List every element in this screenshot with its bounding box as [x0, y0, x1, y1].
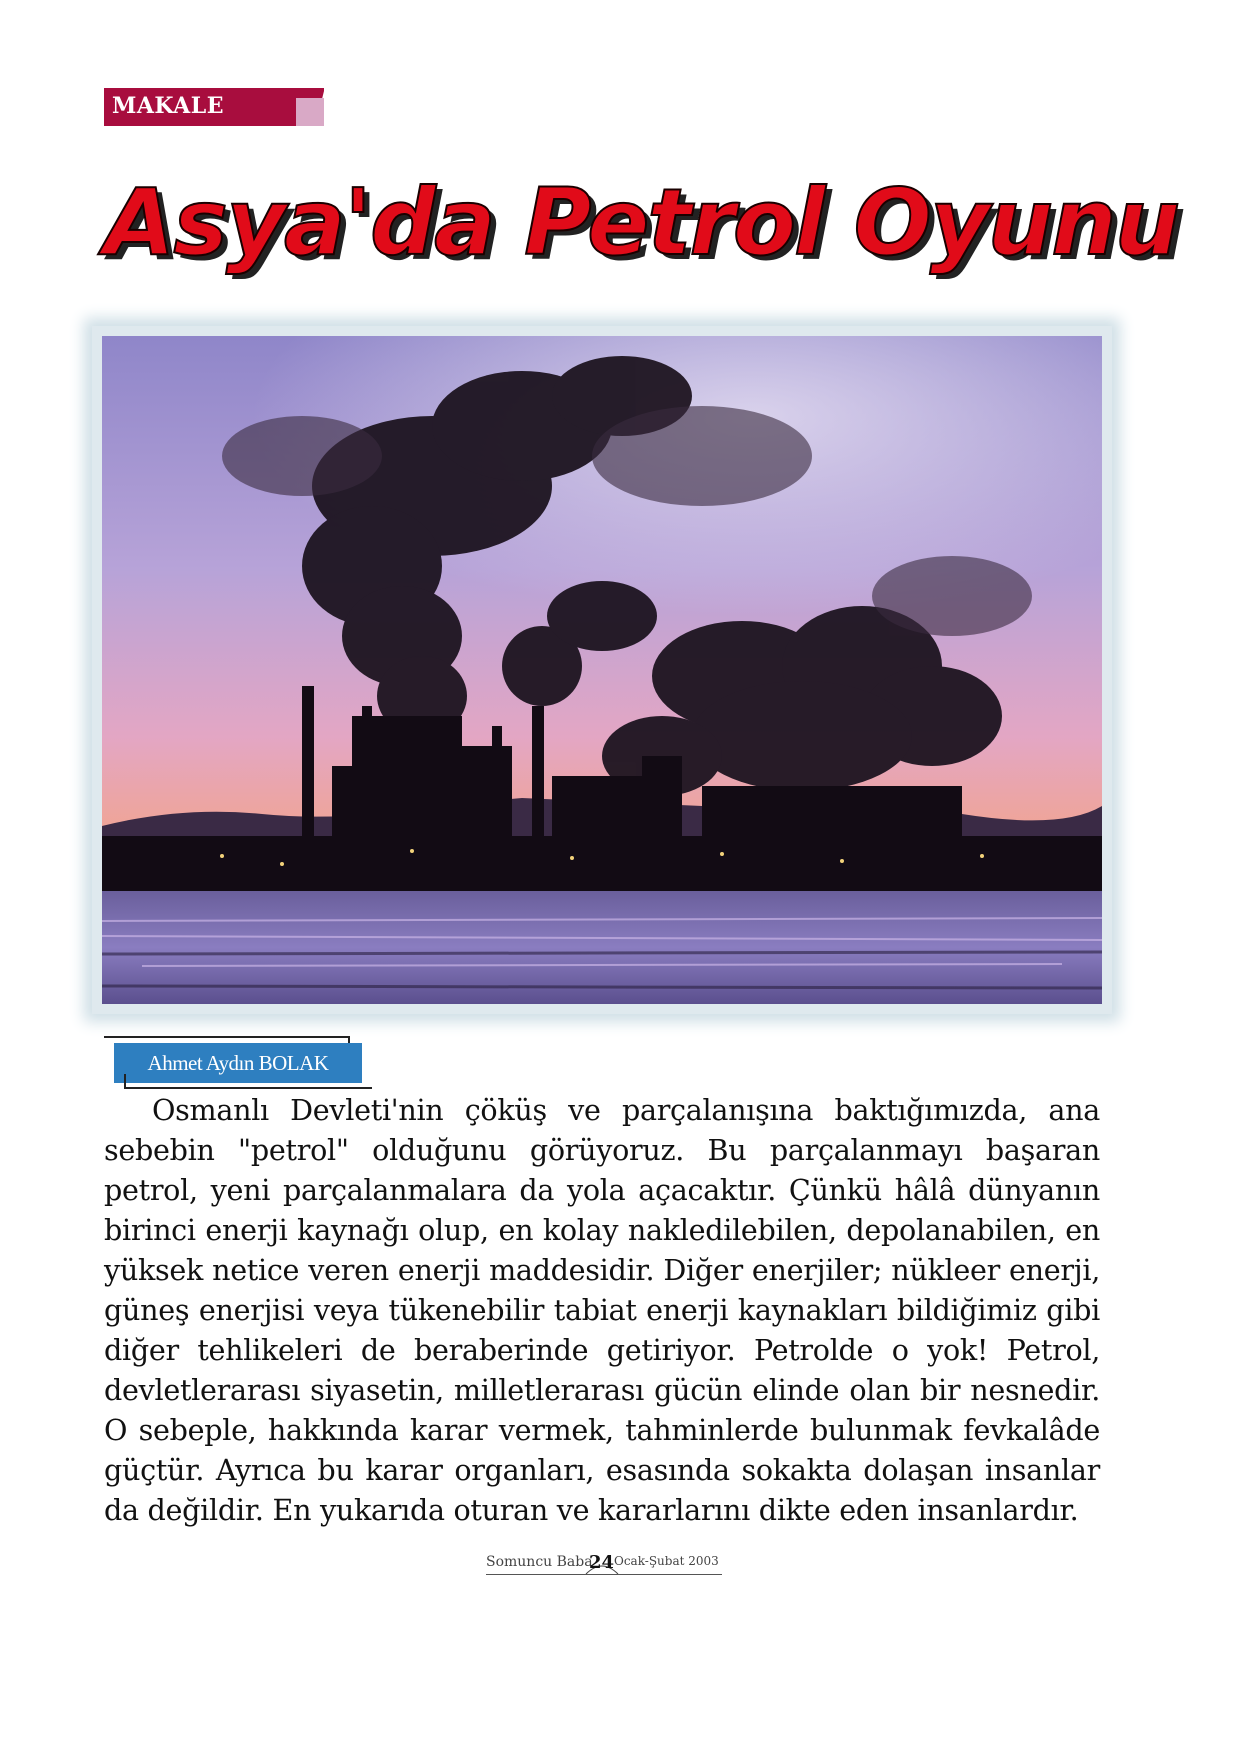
- footer-publication: Somuncu Baba: [486, 1554, 593, 1570]
- page-number: 24: [589, 1552, 615, 1573]
- article-photo: [92, 326, 1112, 1014]
- author-name: Ahmet Aydın BOLAK: [147, 1051, 329, 1075]
- article-title: Asya'da Petrol Oyunu: [104, 169, 1179, 276]
- byline-rule-bottom: [124, 1087, 372, 1089]
- footer-rule: [486, 1574, 722, 1575]
- byline: [104, 1036, 372, 1088]
- section-label: MAKALE: [112, 93, 224, 119]
- page-footer: [486, 1548, 722, 1588]
- section-tag: [104, 88, 324, 126]
- byline-tick-bottom: [124, 1074, 126, 1088]
- section-tag-square: [296, 98, 324, 126]
- factory-smoke-illustration: [102, 336, 1102, 1004]
- article-body: Osmanlı Devleti'nin çöküş ve parçalanışına baktığımızda, ana sebebin "petrol" olduğunu görüyoruz. Bu parçalanmayı başaran petrol, yeni parçalanmalara da yola açacaktır. Çünkü hâlâ dünyanın birinci enerji kaynağı olup, en kolay nakledilebilen, depolanabilen, en yüksek netice veren enerji maddesidir. Diğer enerjiler; nükleer enerji, güneş enerjisi veya tükenebilir tabiat enerji kaynakları bildiğimiz gibi diğer tehlikeleri de beraberinde getiriyor. Petrolde o yok! Petrol, devletlerarası siyasetin, milletlerarası gücün elinde olan bir nesnedir. O sebeple, hakkında karar vermek, tahminlerde bulunmak fevkalâde güçtür. Ayrıca bu karar organları, esasında sokakta dolaşan insanlar da değildir. En yukarıda oturan ve kararlarını dikte eden insanlardır.: [104, 1093, 1100, 1527]
- footer-date: Ocak-Şubat 2003: [614, 1554, 719, 1568]
- byline-rule-top: [104, 1036, 350, 1038]
